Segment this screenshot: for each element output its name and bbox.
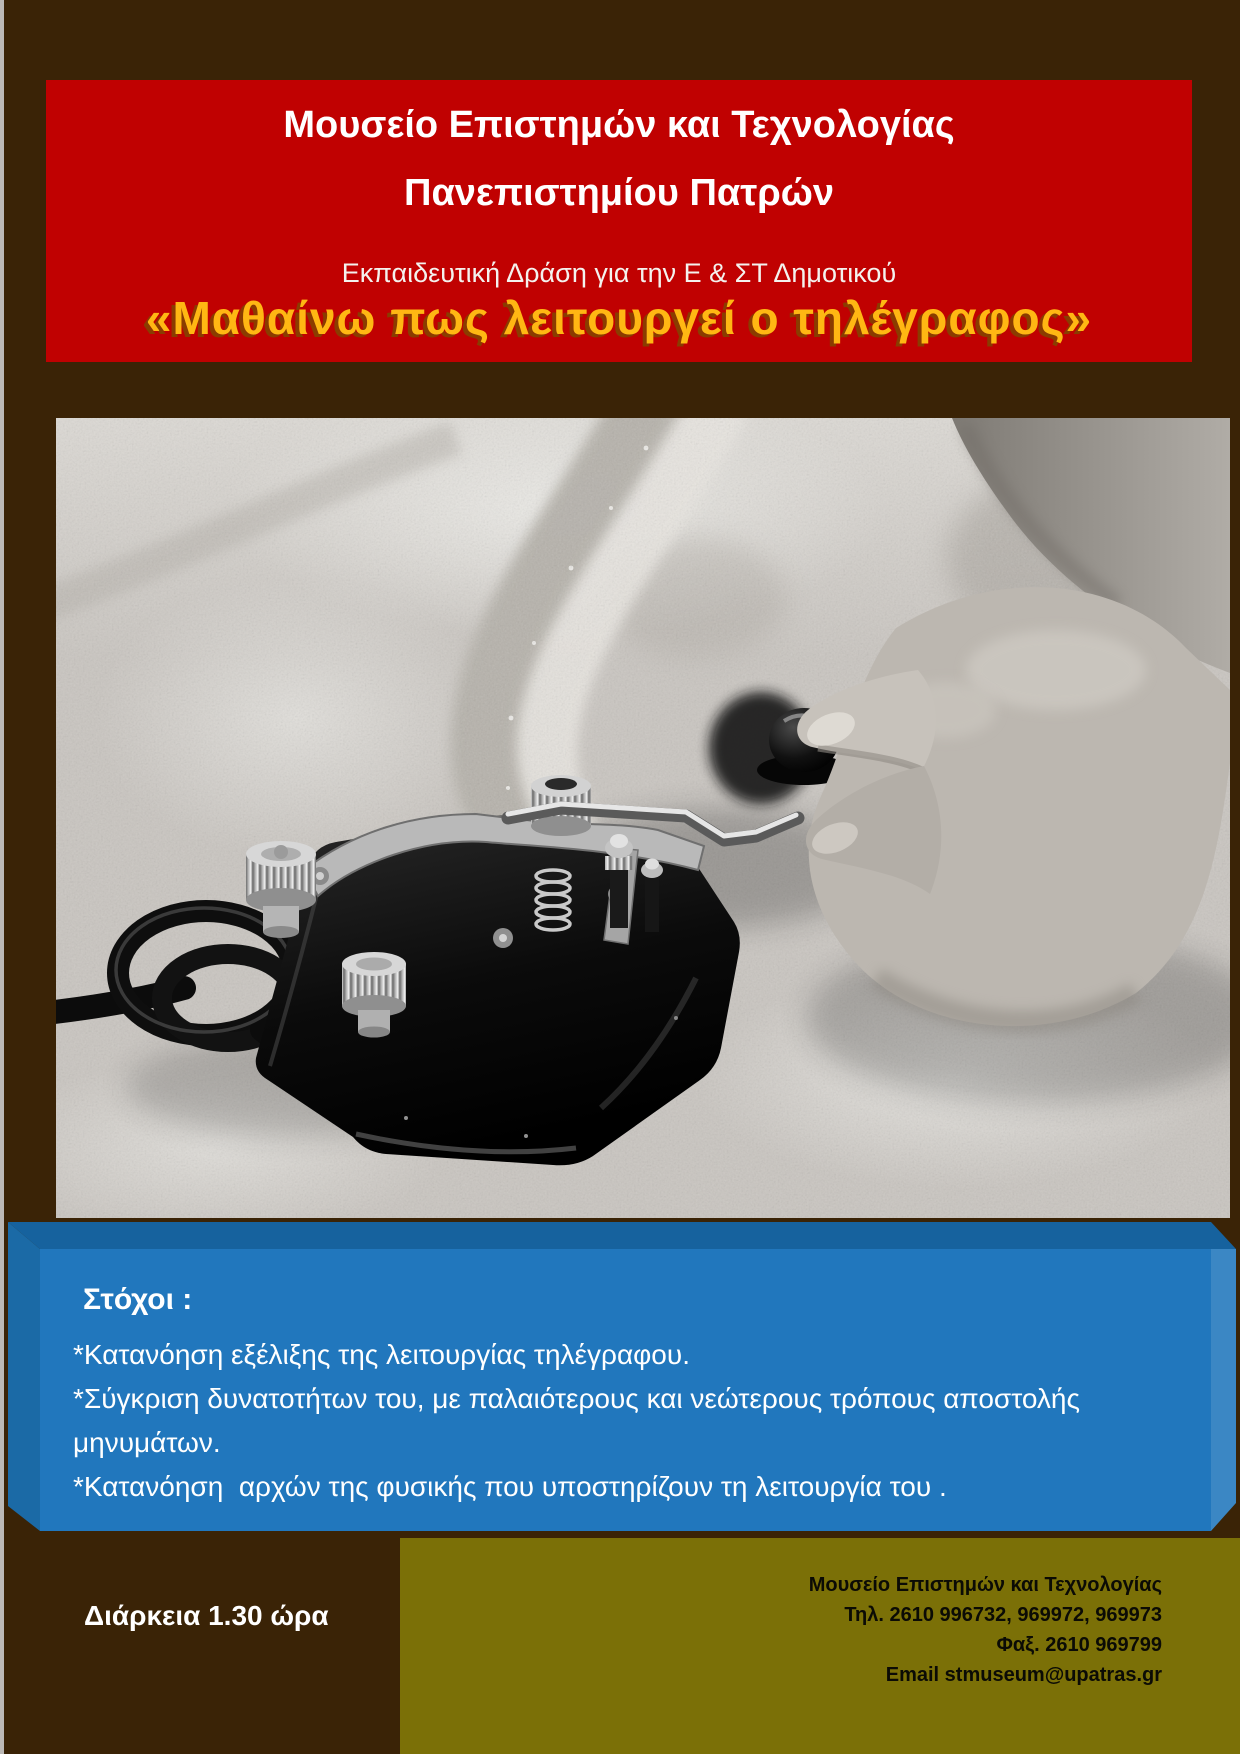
contact-fax: Φαξ. 2610 969799: [996, 1634, 1162, 1656]
contact-phone: Τηλ. 2610 996732, 969972, 969973: [844, 1604, 1162, 1626]
duration-label: Διάρκεια 1.30 ώρα: [84, 1600, 329, 1631]
program-subtitle: Εκπαιδευτική Δράση για την Ε & ΣΤ Δημοτικού: [341, 258, 897, 288]
goals-content: [73, 1283, 1183, 1509]
goals-panel-right-face: [1211, 1249, 1236, 1531]
contact-museum-name: Μουσείο Επιστημών και Τεχνολογίας: [808, 1574, 1162, 1596]
contact-block: [400, 1570, 1240, 1690]
page-left-edge: [0, 0, 4, 1754]
contact-panel: [400, 1538, 1240, 1754]
goal-line-2: *Σύγκριση δυνατοτήτων του, με παλαιότερους και νεώτερους τρόπους αποστολής: [73, 1383, 1080, 1414]
goal-line-3: μηνυμάτων.: [73, 1427, 221, 1458]
museum-title-line2: Πανεπιστημίου Πατρών: [404, 172, 834, 214]
activity-title: «Μαθαίνω πως λειτουργεί ο τηλέγραφος»: [145, 292, 1093, 344]
goal-line-1: *Κατανόηση εξέλιξης της λειτουργίας τηλέγραφου.: [73, 1339, 690, 1370]
goals-heading: Στόχοι :: [83, 1283, 193, 1316]
goals-panel-left-face: [8, 1222, 40, 1531]
header-banner: [46, 80, 1192, 362]
goal-line-4: *Κατανόηση αρχών της φυσικής που υποστηρίζουν τη λειτουργία του .: [73, 1471, 947, 1502]
museum-title-line1: Μουσείο Επιστημών και Τεχνολογίας: [283, 104, 955, 146]
telegraph-photo: [56, 418, 1230, 1218]
goals-panel-top-face: [8, 1222, 1236, 1249]
contact-email: Email stmuseum@upatras.gr: [885, 1664, 1162, 1686]
